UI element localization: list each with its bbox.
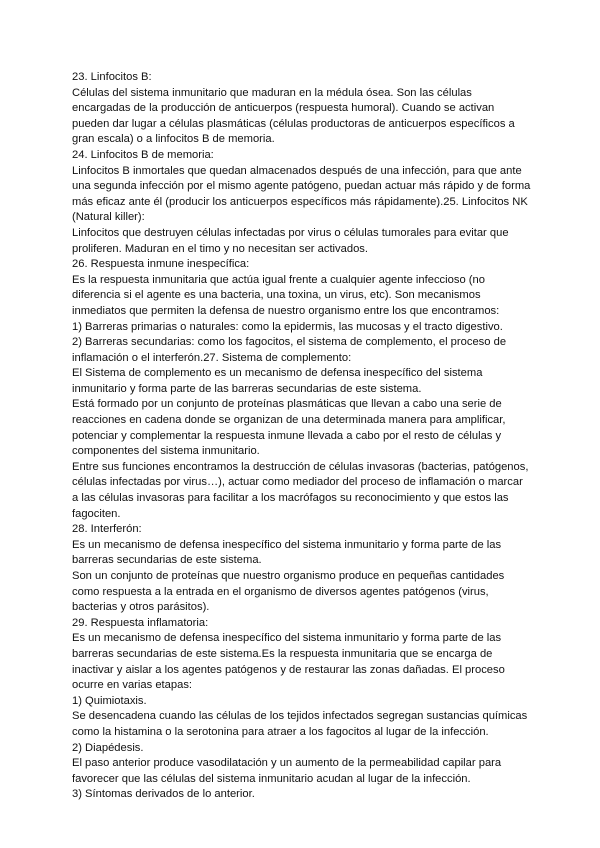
- text-line: potenciar y complementar la respuesta inmune llevada a cabo por el resto de células y: [72, 429, 502, 442]
- text-line: Es un mecanismo de defensa inespecífico del sistema inmunitario y forma parte de las: [72, 538, 502, 551]
- text-line: Células del sistema inmunitario que maduran en la médula ósea. Son las células: [72, 86, 472, 99]
- text-line: 2) Barreras secundarias: como los fagocitos, el sistema de complemento, el proceso de: [72, 336, 507, 349]
- text-line: proliferen. Maduran en el timo y no necesitan ser activados.: [72, 242, 369, 255]
- text-line: células infectadas por virus…), actuar como mediador del proceso de inflamación o marcar: [72, 476, 523, 489]
- text-line: inmunitario y forma parte de las barreras secundarias de este sistema.: [72, 382, 422, 395]
- text-line: como la histamina o la serotonina para atraer a los fagocitos al lugar de la infección.: [72, 725, 489, 738]
- text-line: una segunda infección por el mismo agente patógeno, puedan actuar más rápido y de forma: [72, 180, 531, 193]
- text-line: barreras secundarias de este sistema.Es la respuesta inmunitaria que se encarga de: [72, 647, 493, 660]
- text-line: 2) Diapédesis.: [72, 741, 144, 754]
- text-line: más eficaz ante él (producir los anticuerpos específicos más rápidamente).25. Linfocitos NK: [72, 195, 528, 208]
- text-line: Linfocitos que destruyen células infectadas por virus o células tumorales para evitar que: [72, 226, 509, 239]
- text-line: inmediatos que permiten la defensa de nuestro organismo entre los que encontramos:: [72, 304, 500, 317]
- text-line: El Sistema de complemento es un mecanismo de defensa inespecífico del sistema: [72, 367, 483, 380]
- text-line: 26. Respuesta inmune inespecífica:: [72, 258, 250, 271]
- text-line: componentes del sistema inmunitario.: [72, 445, 260, 458]
- text-line: Linfocitos B inmortales que quedan almacenados después de una infección, para que ante: [72, 164, 522, 177]
- text-line: Es un mecanismo de defensa inespecífico del sistema inmunitario y forma parte de las: [72, 632, 502, 645]
- text-line: inactivar y aislar a los agentes patógenos y de restaurar las zonas dañadas. El proceso: [72, 663, 505, 676]
- text-line: 28. Interferón:: [72, 523, 142, 536]
- text-line: como respuesta a la entrada en el organismo de diversos agentes patógenos (virus,: [72, 585, 489, 598]
- text-line: gran escala) o a linfocitos B de memoria.: [72, 133, 275, 146]
- text-line: inflamación o el interferón.27. Sistema de complemento:: [72, 351, 352, 364]
- text-line: pueden dar lugar a células plasmáticas (células productoras de anticuerpos específicos a: [72, 117, 515, 130]
- text-line: 29. Respuesta inflamatoria:: [72, 616, 209, 629]
- text-line: 3) Síntomas derivados de lo anterior.: [72, 788, 255, 801]
- text-line: reacciones en cadena donde se organizan de una determinada manera para amplificar,: [72, 414, 506, 427]
- text-line: Es la respuesta inmunitaria que actúa igual frente a cualquier agente infeccioso (no: [72, 273, 485, 286]
- text-line: Se desencadena cuando las células de los tejidos infectados segregan sustancias químicas: [72, 710, 528, 723]
- text-line: 1) Quimiotaxis.: [72, 694, 147, 707]
- text-line: El paso anterior produce vasodilatación y un aumento de la permeabilidad capilar para: [72, 757, 502, 770]
- text-line: 1) Barreras primarias o naturales: como la epidermis, las mucosas y el tracto digestivo.: [72, 320, 503, 333]
- text-line: 23. Linfocitos B:: [72, 71, 152, 83]
- text-line: Entre sus funciones encontramos la destrucción de células invasoras (bacterias, patógenos,: [72, 460, 529, 473]
- text-line: (Natural killer):: [72, 211, 145, 224]
- text-line: 24. Linfocitos B de memoria:: [72, 148, 214, 161]
- text-line: diferencia si el agente es una bacteria, una toxina, un virus, etc). Son mecanismos: [72, 289, 481, 302]
- text-line: fagociten.: [72, 507, 121, 520]
- text-line: Son un conjunto de proteínas que nuestro organismo produce en pequeñas cantidades: [72, 570, 505, 582]
- text-line: encargadas de la producción de anticuerpos (respuesta humoral). Cuando se activan: [72, 102, 495, 115]
- text-line: barreras secundarias de este sistema.: [72, 554, 262, 567]
- text-line: Está formado por un conjunto de proteínas plasmáticas que llevan a cabo una serie de: [72, 398, 502, 411]
- text-line: favorecer que las células del sistema inmunitario acudan al lugar de la infección.: [72, 772, 471, 785]
- text-line: bacterias y otros parásitos).: [72, 601, 210, 614]
- document-body: [72, 70, 542, 803]
- text-line: ocurre en varias etapas:: [72, 679, 193, 692]
- text-line: a las células invasoras para facilitar a los macrófagos su reconocimiento y que estos las: [72, 492, 509, 505]
